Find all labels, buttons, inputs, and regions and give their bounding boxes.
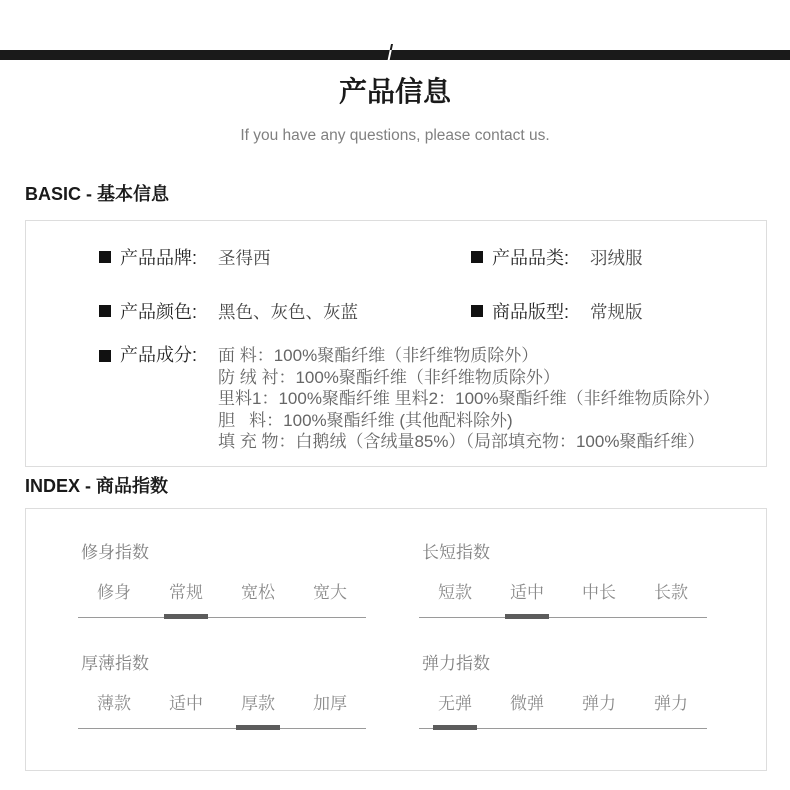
elasticity-option: 微弹 (510, 694, 544, 713)
index-section-heading: INDEX - 商品指数 (25, 476, 169, 496)
fit-index-track (78, 617, 366, 618)
fit-option: 宽松 (241, 583, 275, 602)
square-bullet-icon (471, 305, 483, 317)
basic-section-heading: BASIC - 基本信息 (25, 184, 169, 204)
fit-index-title: 修身指数 (81, 543, 149, 562)
spec-brand (99, 245, 271, 269)
length-index-options (419, 581, 707, 605)
length-index-selected-indicator (505, 614, 549, 619)
composition-line: 防 绒 衬：100%聚酯纤维（非纤维物质除外） (218, 367, 560, 387)
fit-option: 修身 (97, 583, 131, 602)
length-option: 适中 (510, 583, 544, 602)
elasticity-index-selected-indicator (433, 725, 477, 730)
elasticity-option: 弹力 (654, 694, 688, 713)
basic-info-panel (25, 220, 767, 467)
length-index (419, 542, 707, 620)
spec-color-label: 产品颜色: (120, 302, 198, 322)
thickness-option: 薄款 (97, 694, 131, 713)
square-bullet-icon (471, 251, 483, 263)
composition-lines (218, 345, 720, 453)
spec-fit-type (471, 299, 643, 323)
product-index-panel (25, 508, 767, 771)
thickness-index-selected-indicator (236, 725, 280, 730)
thickness-index-track (78, 728, 366, 729)
thickness-index-options (78, 692, 366, 716)
spec-brand-label: 产品品牌: (120, 248, 198, 268)
spec-fit-type-value: 常规版 (590, 301, 643, 322)
spec-composition (99, 345, 720, 453)
length-option: 短款 (438, 583, 472, 602)
spec-category-label: 产品品类: (492, 248, 570, 268)
spec-color-value: 黑色、灰色、灰蓝 (218, 301, 358, 322)
thickness-option: 厚款 (241, 694, 275, 713)
elasticity-index-title: 弹力指数 (422, 654, 490, 673)
fit-option: 宽大 (313, 583, 347, 602)
composition-line: 填 充 物：白鹅绒（含绒量85%）（局部填充物：100%聚酯纤维） (218, 432, 705, 451)
elasticity-option: 弹力 (582, 694, 616, 713)
thickness-option: 加厚 (313, 694, 347, 713)
spec-category-value: 羽绒服 (590, 247, 643, 268)
thickness-index-title: 厚薄指数 (81, 654, 149, 673)
fit-index-selected-indicator (164, 614, 208, 619)
spec-fit-type-label: 商品版型: (492, 302, 570, 322)
fit-index (78, 542, 366, 620)
spec-color (99, 299, 358, 323)
composition-line: 里料1：100%聚酯纤维 里料2：100%聚酯纤维（非纤维物质除外） (218, 389, 720, 408)
length-index-title: 长短指数 (422, 543, 490, 562)
elasticity-index (419, 653, 707, 731)
thickness-option: 适中 (169, 694, 203, 713)
composition-line: 面 料：100%聚酯纤维（非纤维物质除外） (218, 346, 539, 365)
thickness-index (78, 653, 366, 731)
spec-category (471, 245, 643, 269)
spec-composition-label: 产品成分: (120, 345, 198, 365)
page-title: 产品信息 (338, 76, 451, 107)
square-bullet-icon (99, 305, 111, 317)
elasticity-index-options (419, 692, 707, 716)
length-option: 长款 (654, 583, 688, 602)
spec-brand-value: 圣得西 (218, 247, 271, 268)
elasticity-option: 无弹 (438, 694, 472, 713)
length-index-track (419, 617, 707, 618)
length-option: 中长 (582, 583, 616, 602)
fit-option: 常规 (169, 583, 203, 602)
page-subtitle: If you have any questions, please contact us. (240, 127, 550, 144)
square-bullet-icon (99, 350, 111, 362)
square-bullet-icon (99, 251, 111, 263)
top-divider-bar (0, 50, 790, 60)
fit-index-options (78, 581, 366, 605)
composition-line: 胆 料：100%聚酯纤维 (其他配料除外) (218, 410, 513, 430)
